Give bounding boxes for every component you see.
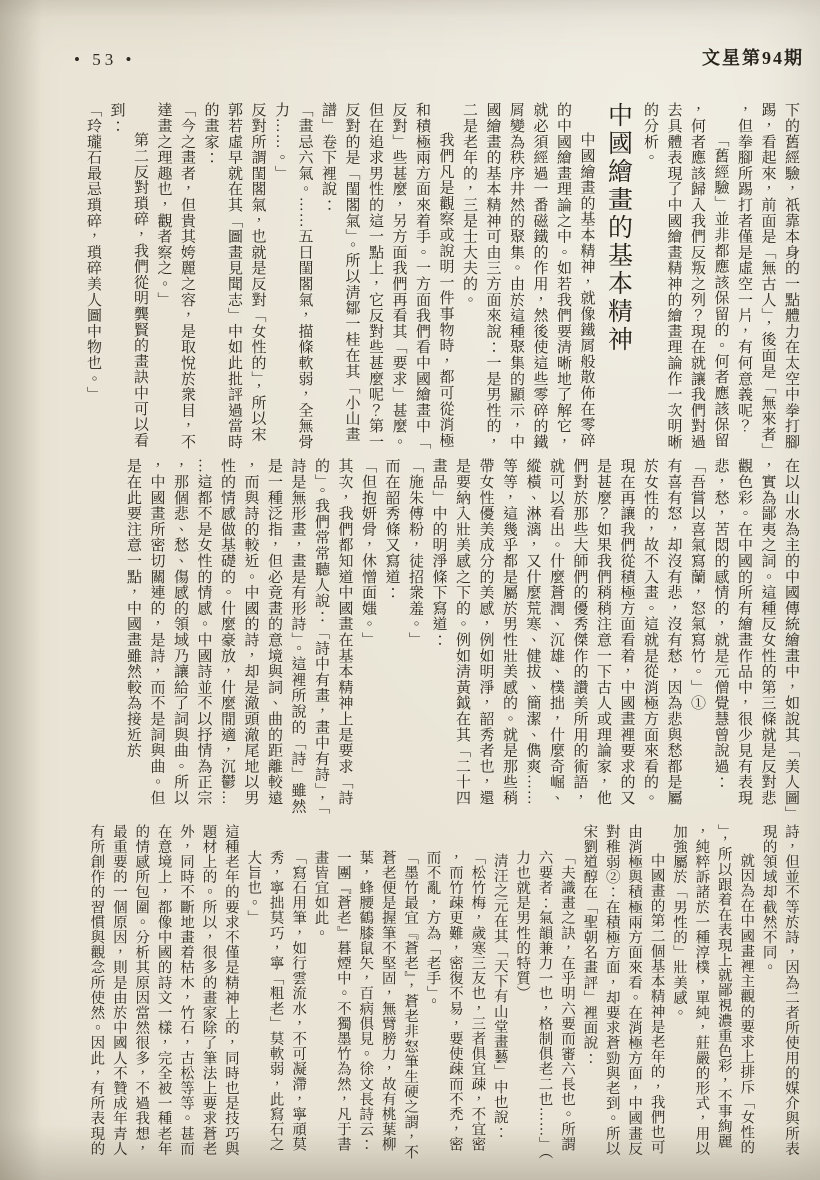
- block-quote: 「畫忌六氣。……五曰閨閣氣，描條軟弱，全無骨力……。」: [273, 102, 313, 450]
- paragraph: 第二反對瑣碎，我們從明龔賢的畫訣中可以看到：: [108, 102, 148, 448]
- paragraph: 其次，我們都知道中國畫在基本精神上是要求「詩的」。我們常常聽人說：「詩中有畫，畫中有詩」，「詩是無形畫，畫是有形詩」。這裡所說的「詩」雖然是一種泛指，但必竟畫的意境與詞、曲的距離較遠，而與詩的較近。中國的詩，却是澈頭澈尾地以男性的情感做基礎的。什麼豪放，什麼閒適，沉鬱……這都不是女性的情感。中國詩並不以抒情為正宗，那個悲、愁、傷感的領域乃讓給了詞與曲。所以，中國畫所密切關連的，是詩，而不是詞與曲。但是在此要注意一點，中國畫雖然較為接近於: [125, 458, 353, 815]
- block-quote: 「玲瓏石最忌瑣碎，瑣碎美人圖中物也。」: [85, 102, 101, 403]
- paragraph: 反對所謂閨閣氣，也就是反對「女性的」，所以宋郭若虛早就在其「圖畫見聞志」中如此批評過當時的畫家：: [202, 102, 266, 450]
- paragraph: 在以山水為主的中國傳統繪畫中，如說其「美人圖」，實為鄙夷之詞。這種反女性的第三條就是反對悲觀色彩。在中國的所有繪畫作品中，很少見有表現悲，愁，苦悶的感情的，就是元僧覺慧曾說過：: [712, 458, 799, 814]
- paragraph: 我們凡是觀察或說明一件事物時，都可從消極和積極兩方面來着手。一方面我們看中國繪畫中「反對」些甚麼，另方面我們再看其「要求」甚麼。但在追求男性的這一點上，它反對些甚麼呢？第一反對的是「閨閣氣」。所以清鄒一桂在其「小山畫譜」卷下裡說：: [320, 102, 454, 450]
- block-quote: 「寫石用筆，如行雲流水，不可凝滯，寧頑莫秀，寧拙莫巧，寧「粗老」莫軟弱，此寫石之大旨也。」: [245, 850, 307, 1152]
- paragraph: 清汪之元在其「天下有山堂畫藝」中也說：: [491, 853, 508, 1140]
- block-quote: 「松竹梅，歲寒三友也，三者俱宜疎，不宜密，而竹疎更難，密復不易，要使疎而不禿，密而不亂，方為「老手」。: [424, 850, 486, 1152]
- text-band-top: [56, 102, 802, 452]
- paragraph: 下的舊經驗，祇靠本身的一點體力在太空中拳打腳踢，看起來，前面是「無古人」，後面是「無來者」，但拳腳所踢打者僅是虛空一片，有何意義呢？: [736, 102, 799, 451]
- block-quote: 「施朱傅粉，徒招衆羞。」: [407, 458, 423, 648]
- block-quote: 「墨竹最宜『蒼老』，蒼老非怒筆生硬之謂，不蒼老便是握筆不堅固，無臂膀力，故有桃葉柳葉，蜂腰鶴膝鼠矢，百病俱見。徐文長詩云：一團『蒼老』暮煙中。不獨墨竹為然，凡于書畫皆宜如此。: [312, 850, 419, 1160]
- block-quote: 「但抱妍骨，休憎面媸。」: [360, 458, 376, 648]
- text-band-middle: [56, 458, 802, 816]
- paragraph: 詩，但並不等於詩，因為二者所使用的媒介與所表現的領域却截然不同。: [760, 824, 799, 1157]
- block-quote: 「吾嘗以喜氣寫蘭，怒氣寫竹。」①: [689, 458, 705, 711]
- page-number: • 53 •: [74, 50, 136, 69]
- paragraph: 有喜有怒，却沒有悲，沒有愁，因為悲與愁都是屬於女性的，故不入畫。這就是從消極方面來看的。現在再讓我們從積極方面看着，中國畫裡要求的又是甚麼？如果我們稍稍注意一下古人或理論家，他們對於那些大師們的優秀傑作的讚美所用的術語，就可以看出。什麼蒼潤、沉雄、樸拙，什麼奇崛、縱橫、淋漓，又什麼荒寒、健拔、簡潔、儁爽……等等，這幾乎都是屬於男性壯美感的。就是那些稍帶女性優美成分的美感，例如明淨，韶秀者也，還是要納入壯美感之下的。例如清黃鉞在其「二十四畫品」中的明淨條下寫道：: [430, 458, 682, 806]
- paragraph: 就因為在中國畫裡主觀的要求上排斥「女性的」，所以跟着在表現上就鄙視濃重色彩，不事絢麗，純粹訴諸於一種淳樸，單純，莊嚴的形式，用以加強屬於「男性的」壯美感。: [670, 824, 755, 1157]
- article-title: 中國繪畫的基本精神: [604, 102, 632, 354]
- page-header: [0, 0, 820, 90]
- publication-title: 文星第94期: [702, 48, 804, 68]
- block-quote: 「今之畫者，但貴其姱麗之容，是取悅於衆目，不達畫之理趣也，觀者察之。」: [155, 102, 195, 450]
- paragraph: 中國繪畫的基本精神，就像鐵屑般散佈在零碎的中國繪畫理論之中。如若我們要清晰地了解它，就必須經過一番磁鐵的作用，然後使這些零碎的鐵屑變為秩序井然的聚集。由於這種聚集的顯示，中國繪畫的基本精神可由三方面來說：一是男性的，二是老年的，三是士大夫的。: [461, 102, 595, 450]
- paragraph: 而在韶秀條又寫道：: [383, 458, 400, 601]
- block-quote: 「夫識畫之訣，在乎明六要而審六長也。所謂六要者：氣韻兼力一也，格制俱老二也……」（力也就是男性的特質）: [514, 850, 575, 1160]
- text-band-bottom: [56, 824, 802, 1160]
- paragraph: 「舊經驗」並非都應該保留的。何者應該保留，何者應該歸入我們反叛之列？現在就讓我們對過去具體表現了中國繪畫精神的繪畫理論作一次明晰的分析。: [642, 102, 729, 450]
- paragraph: 中國畫的第二個基本精神是老年的，我們也可由消極與積極兩方面來看。在消極方面，中國畫反對稚弱②：在積極方面，却要求蒼勁與老到。所以宋劉道醇在「聖朝名畫評」裡面說：: [581, 824, 665, 1157]
- paragraph: 這種老年的要求不僅是精神上的，同時也是技巧與題材上的。所以，很多的畫家除了筆法上要求蒼老外，同時不斷地畫着枯木，竹石，古松等等。甚而在意境上，都像中國的詩文一樣，完全被一種老年的情感所包圍。分析其原因當然很多，不過我想，最重要的一個原因，則是由於中國人不贊成年青人有所創作的習慣與觀念所使然。因此，有所表現的: [88, 824, 239, 1157]
